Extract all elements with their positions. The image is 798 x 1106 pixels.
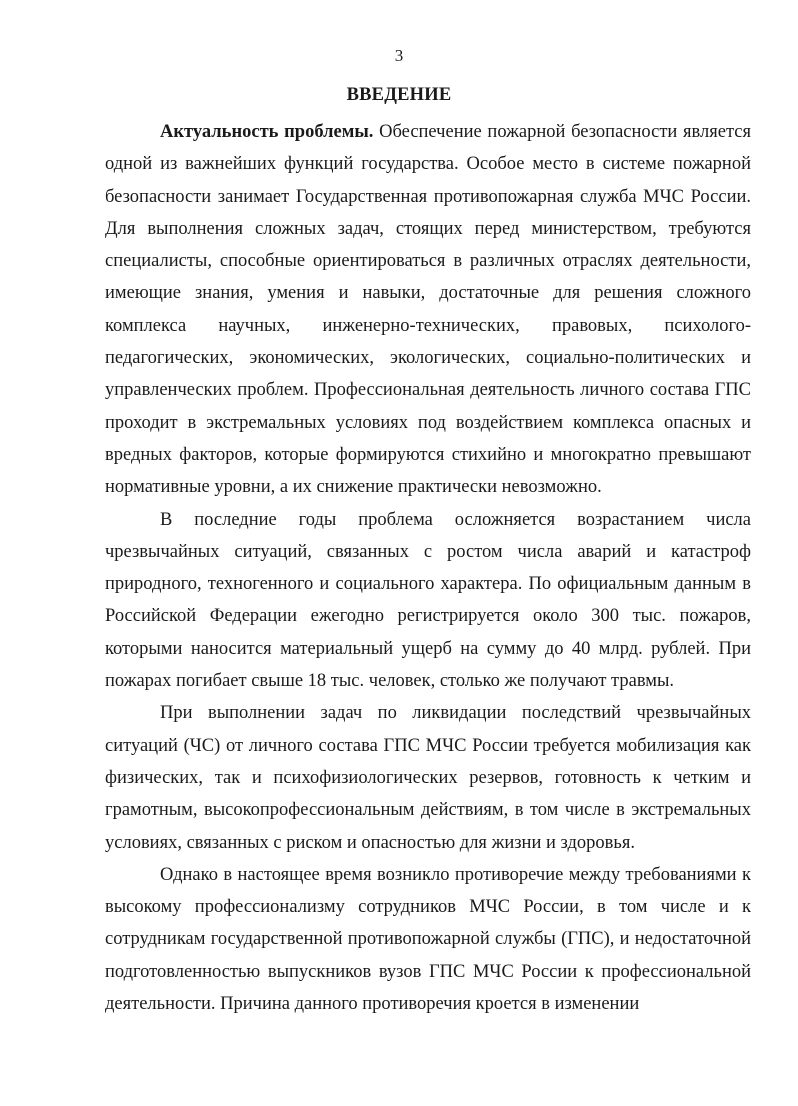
paragraph-text: Обеспечение пожарной безопасности является одной из важнейших функций государства. Особое место в системе пожарной безопасности занимает Государственная противопожарная служба МЧС России. Для выполнения сложных задач, стоящих перед министерством, требуются специалисты, способные ориентироваться в различных отраслях деятельности, имеющие знания, умения и навыки, достаточные для решения сложного комплекса научных, инженерно-технических, правовых, психолого-педагогических, экономических, экологических, социально-политических и управленческих проблем. Профессиональная деятельность личного состава ГПС проходит в экстремальных условиях под воздействием комплекса опасных и вредных факторов, которые формируются стихийно и многократно превышают нормативные уровни, а их снижение практически невозможно. bbox=[105, 122, 751, 498]
paragraph-emergencies: В последние годы проблема осложняется возрастанием числа чрезвычайных ситуаций, связанных с ростом числа аварий и катастроф природного, техногенного и социального характера. По официальным данным в Российской Федерации ежегодно регистрируется около 300 тыс. пожаров, которыми наносится материальный ущерб на сумму до 40 млрд. рублей. При пожарах погибает свыше 18 тыс. человек, столько же получают травмы. bbox=[105, 509, 751, 692]
paragraph-mobilization: При выполнении задач по ликвидации последствий чрезвычайных ситуаций (ЧС) от личного состава ГПС МЧС России требуется мобилизация как физических, так и психофизиологических резервов, готовность к четким и грамотным, высокопрофессиональным действиям, в том числе в экстремальных условиях, связанных с риском и опасностью для жизни и здоровья. bbox=[105, 703, 751, 853]
page-number: 3 bbox=[394, 46, 404, 65]
paragraph-lead: Актуальность проблемы. bbox=[160, 122, 374, 142]
section-title: ВВЕДЕНИЕ bbox=[346, 85, 452, 105]
body-text bbox=[105, 116, 751, 1020]
paragraph-contradiction: Однако в настоящее время возникло противоречие между требованиями к высокому профессионализму сотрудников МЧС России, в том числе и к сотрудникам государственной противопожарной службы (ГПС), и недостаточной подготовленностью выпускников вузов ГПС МЧС России к профессиональной деятельности. Причина данного противоречия кроется в изменении bbox=[105, 864, 751, 1015]
paragraph-relevance bbox=[105, 116, 751, 504]
